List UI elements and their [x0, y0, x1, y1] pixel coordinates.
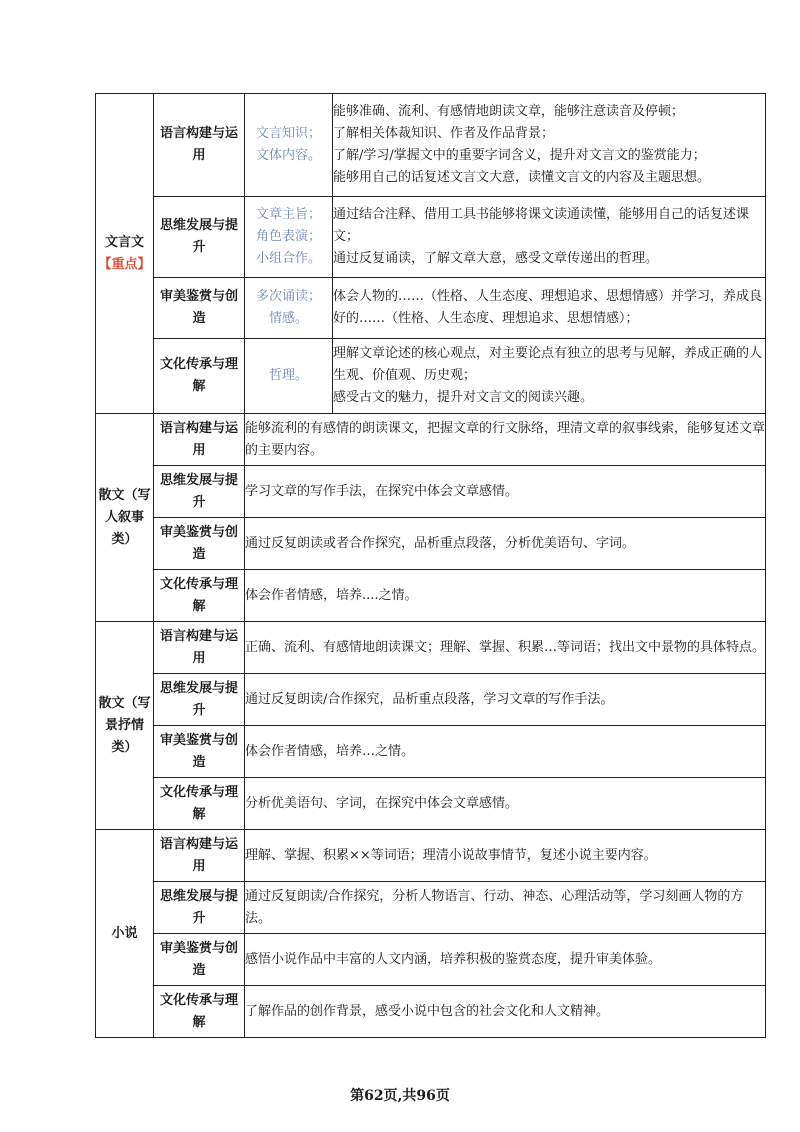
- curriculum-table: [95, 93, 766, 1038]
- skill-cell: 语言构建与运用: [154, 622, 245, 674]
- keyword-cell: 文言知识； 文体内容。: [245, 94, 333, 197]
- description-cell: 理解文章论述的核心观点，对主要论点有独立的思考与见解，养成正确的人生观、价值观、历史观； 感受古文的魅力，提升对文言文的阅读兴趣。: [333, 339, 766, 414]
- skill-cell: 文化传承与理解: [154, 778, 245, 830]
- keyword-cell: 多次诵读； 情感。: [245, 278, 333, 339]
- skill-cell: 思维发展与提升: [154, 197, 245, 278]
- table-row: [96, 882, 766, 934]
- table-row: [96, 466, 766, 518]
- table-row: [96, 414, 766, 466]
- skill-cell: 文化传承与理解: [154, 986, 245, 1038]
- skill-cell: 审美鉴赏与创造: [154, 726, 245, 778]
- keyword-cell: 文章主旨； 角色表演； 小组合作。: [245, 197, 333, 278]
- skill-cell: 审美鉴赏与创造: [154, 278, 245, 339]
- table-row: [96, 986, 766, 1038]
- genre-cell-scenery-prose: 散文（写景抒情类）: [96, 622, 154, 830]
- description-cell: 体会作者情感，培养....之情。: [245, 570, 766, 622]
- genre-label: 文言文: [104, 234, 144, 250]
- table-row: [96, 339, 766, 414]
- description-cell: 能够准确、流利、有感情地朗读文章，能够注意读音及停顿； 了解相关体裁知识、作者及作品背景； 了解/学习/掌握文中的重要字词含义，提升对文言文的鉴赏能力； 能够用自己的话复述文言文大意，读懂文言文的内容及主题思想。: [333, 94, 766, 197]
- skill-cell: 文化传承与理解: [154, 339, 245, 414]
- description-cell: 通过反复朗读或者合作探究，品析重点段落，分析优美语句、字词。: [245, 518, 766, 570]
- table-row: [96, 830, 766, 882]
- skill-cell: 审美鉴赏与创造: [154, 518, 245, 570]
- skill-cell: 思维发展与提升: [154, 674, 245, 726]
- table-row: [96, 570, 766, 622]
- table-row: [96, 278, 766, 339]
- table-row: [96, 94, 766, 197]
- description-cell: 能够流利的有感情的朗读课文，把握文章的行文脉络，理清文章的叙事线索，能够复述文章的主要内容。: [245, 414, 766, 466]
- table-row: [96, 674, 766, 726]
- table-row: [96, 726, 766, 778]
- skill-cell: 语言构建与运用: [154, 830, 245, 882]
- genre-cell-novel: 小说: [96, 830, 154, 1038]
- description-cell: 通过反复朗读/合作探究，品析重点段落，学习文章的写作手法。: [245, 674, 766, 726]
- description-cell: 正确、流利、有感情地朗读课文；理解、掌握、积累…等词语；找出文中景物的具体特点。: [245, 622, 766, 674]
- description-cell: 通过反复朗读/合作探究，分析人物语言、行动、神态、心理活动等，学习刻画人物的方法。: [245, 882, 766, 934]
- table-row: [96, 518, 766, 570]
- keyword-cell: 哲理。: [245, 339, 333, 414]
- skill-cell: 语言构建与运用: [154, 414, 245, 466]
- skill-cell: 审美鉴赏与创造: [154, 934, 245, 986]
- skill-cell: 思维发展与提升: [154, 466, 245, 518]
- description-cell: 通过结合注释、借用工具书能够将课文读通读懂，能够用自己的话复述课文； 通过反复诵读，了解文章大意，感受文章传递出的哲理。: [333, 197, 766, 278]
- genre-cell-narrative-prose: 散文（写人叙事类）: [96, 414, 154, 622]
- genre-cell-wenyan: [96, 94, 154, 414]
- description-cell: 感悟小说作品中丰富的人文内涵，培养积极的鉴赏态度，提升审美体验。: [245, 934, 766, 986]
- skill-cell: 思维发展与提升: [154, 882, 245, 934]
- skill-cell: 语言构建与运用: [154, 94, 245, 197]
- emphasis-label: 【重点】: [98, 256, 151, 272]
- description-cell: 理解、掌握、积累××等词语；理清小说故事情节，复述小说主要内容。: [245, 830, 766, 882]
- description-cell: 学习文章的写作手法，在探究中体会文章感情。: [245, 466, 766, 518]
- description-cell: 体会人物的……（性格、人生态度、理想追求、思想情感）并学习，养成良好的……（性格、人生态度、理想追求、思想情感）；: [333, 278, 766, 339]
- description-cell: 分析优美语句、字词，在探究中体会文章感情。: [245, 778, 766, 830]
- skill-cell: 文化传承与理解: [154, 570, 245, 622]
- description-cell: 了解作品的创作背景，感受小说中包含的社会文化和人文精神。: [245, 986, 766, 1038]
- table-row: [96, 622, 766, 674]
- description-cell: 体会作者情感，培养…之情。: [245, 726, 766, 778]
- table-row: [96, 934, 766, 986]
- table-row: [96, 778, 766, 830]
- table-row: [96, 197, 766, 278]
- page-number: 第62页,共96页: [350, 1088, 450, 1104]
